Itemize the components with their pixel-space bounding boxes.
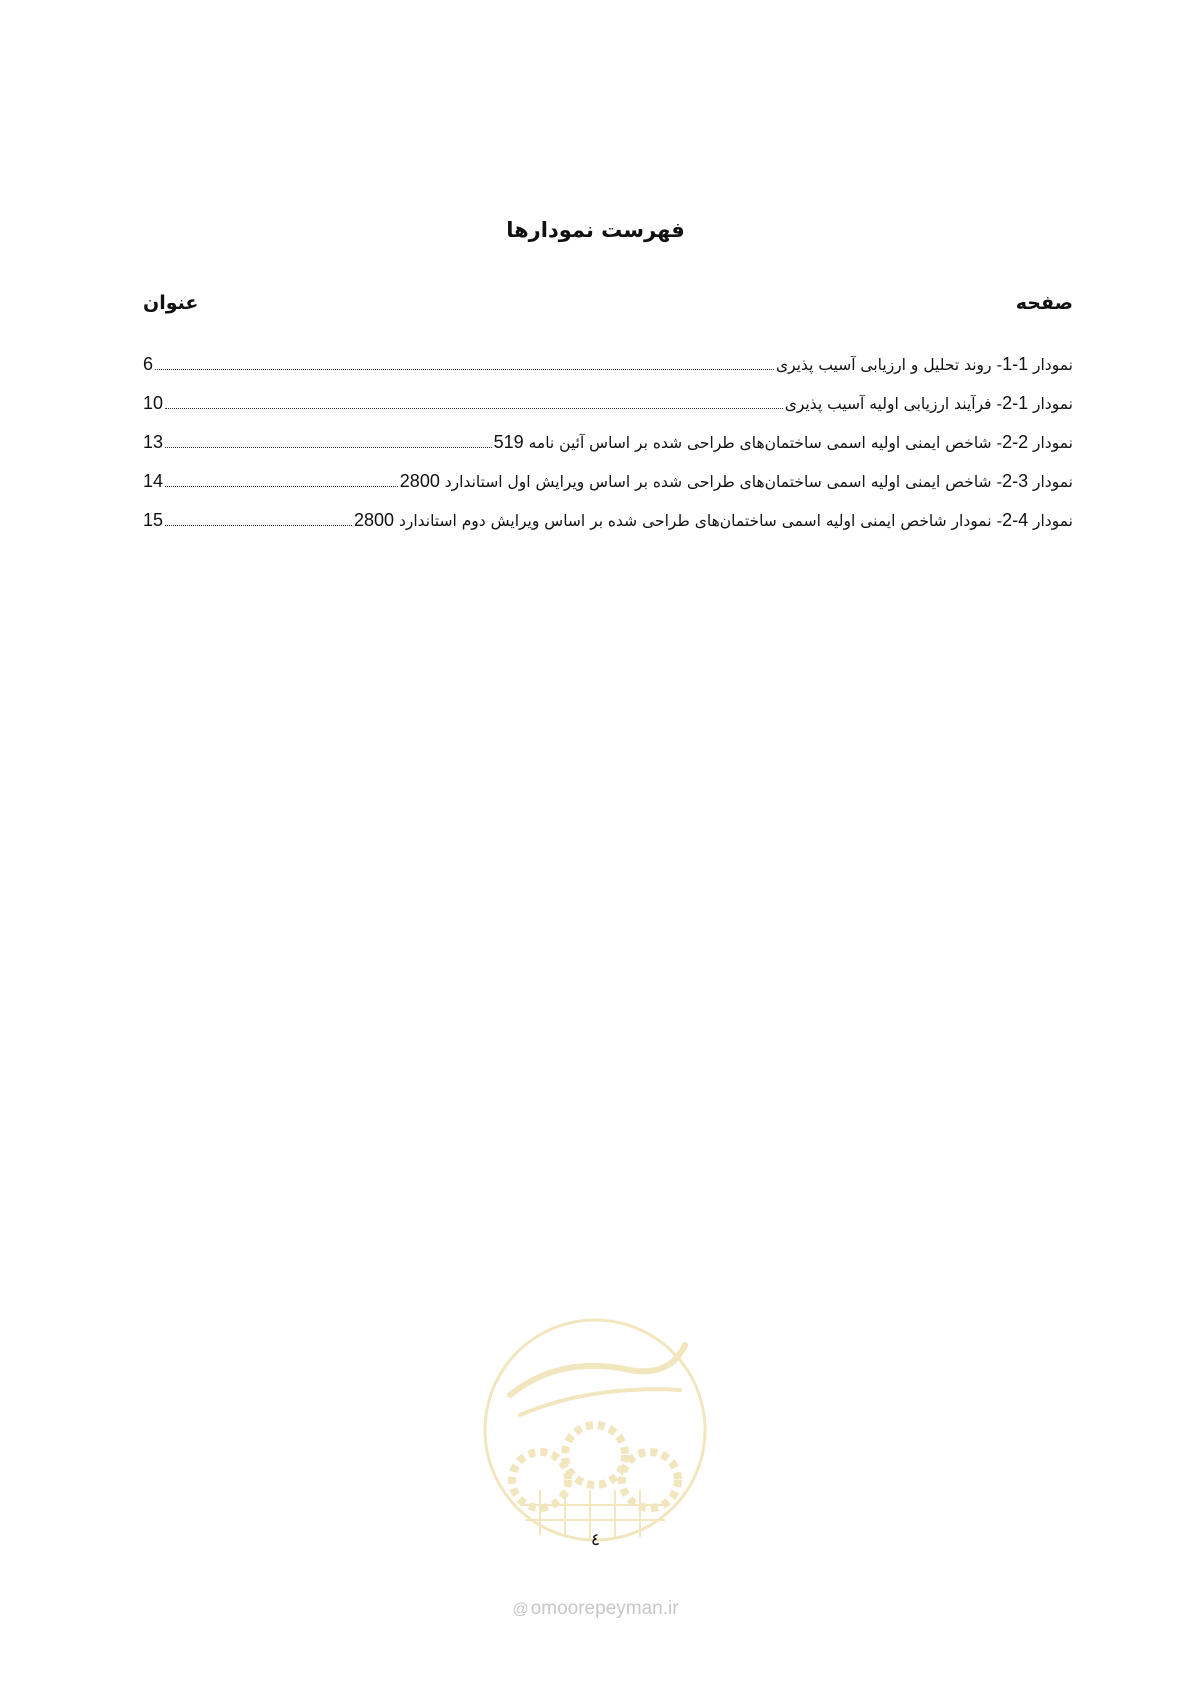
column-page-header: صفحه: [1015, 292, 1073, 314]
toc-entry[interactable]: [143, 453, 1073, 492]
toc-entry-text: - شاخص ایمنی اولیه اسمی ساختمان‌های طراحی شده بر اساس آئین نامه: [528, 434, 1003, 452]
toc-entry-label: نمودار: [1033, 356, 1073, 374]
toc-entry[interactable]: [143, 375, 1073, 414]
toc-entry-page: 15: [143, 510, 164, 530]
toc-entry-number: 2-2: [1002, 432, 1029, 452]
toc-entry-suffix: 519: [493, 432, 524, 452]
website-footer[interactable]: [0, 1598, 1191, 1620]
toc-entry[interactable]: [143, 492, 1073, 531]
dot-leader: [155, 369, 774, 370]
toc-entry-label: نمودار: [1033, 395, 1073, 413]
toc-entry-page: 6: [143, 354, 154, 374]
toc-entry-text: - فرآیند ارزیابی اولیه آسیب پذیری: [784, 395, 1003, 413]
toc-header: [143, 292, 1073, 314]
dot-leader: [165, 486, 398, 487]
company-seal-watermark: [480, 1315, 710, 1545]
toc-entry-title: [400, 471, 1073, 492]
toc-entry[interactable]: [143, 414, 1073, 453]
toc-entry-text: - نمودار شاخص ایمنی اولیه اسمی ساختمان‌های طراحی شده بر اساس ویرایش دوم استاندارد: [398, 512, 1003, 530]
toc-entry-title: [494, 432, 1073, 453]
toc-entry-label: نمودار: [1033, 473, 1073, 491]
toc-entry-page: 13: [143, 432, 164, 452]
toc-entry-title: [776, 354, 1073, 375]
toc-entry-title: [354, 510, 1073, 531]
toc-entry-number: 1-1: [1002, 354, 1029, 374]
dot-leader: [165, 447, 492, 448]
toc-entry-label: نمودار: [1033, 434, 1073, 452]
toc-entry-text: - شاخص ایمنی اولیه اسمی ساختمان‌های طراحی شده بر اساس ویرایش اول استاندارد: [444, 473, 1003, 491]
toc-entry-page: 10: [143, 393, 164, 413]
toc-entry-number: 2-1: [1002, 393, 1029, 413]
toc-entry-suffix: 2800: [353, 510, 394, 530]
toc-entry-number: 2-4: [1002, 510, 1029, 530]
dot-leader: [165, 525, 352, 526]
at-icon: @: [512, 1601, 529, 1618]
website-url: omoorepeyman.ir: [530, 1598, 679, 1619]
toc-entry-page: 14: [143, 471, 164, 491]
toc-entry-suffix: 2800: [399, 471, 440, 491]
dot-leader: [165, 408, 783, 409]
toc-entry[interactable]: [143, 336, 1073, 375]
toc-entry-title: [785, 393, 1073, 414]
toc-entry-text: - روند تحلیل و ارزیابی آسیب پذیری: [775, 356, 1003, 374]
toc-entry-number: 2-3: [1002, 471, 1029, 491]
page-title: فهرست نمودارها: [506, 218, 685, 242]
toc-entry-label: نمودار: [1033, 512, 1073, 530]
column-title-header: عنوان: [143, 292, 199, 314]
page-number: ٤: [590, 1530, 601, 1550]
toc-list: [143, 336, 1073, 531]
